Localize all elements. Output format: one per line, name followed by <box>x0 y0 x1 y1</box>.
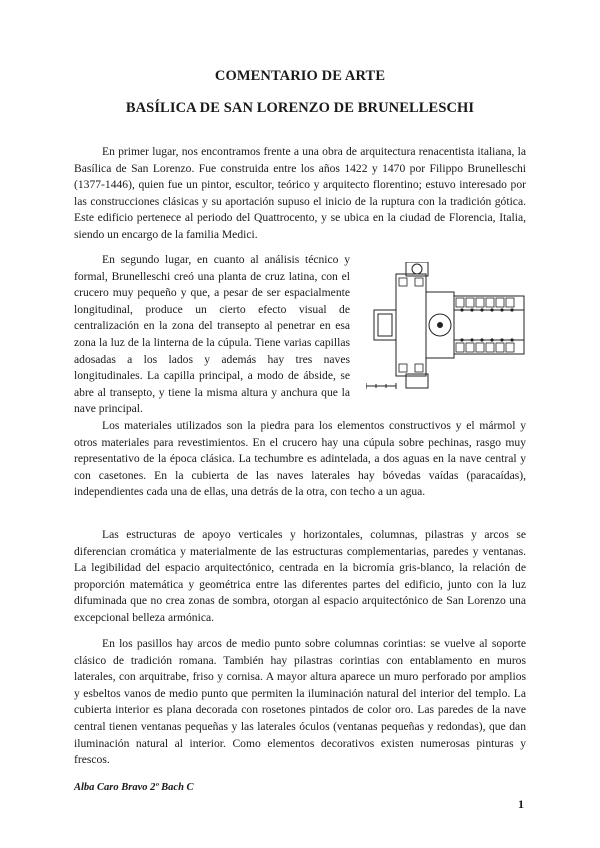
paragraph-text: En primer lugar, nos encontramos frente a una obra de arquitectura renacentista italiana, la Basílica de San Lorenzo. Fue construida entre los años 1422 y 1470 por Filippo Brunelleschi (1377-1446), quien fue un pintor, escultor, teórico y arquitecto florentino; estuvo interesado por las construcciones clásicas y su aportación supuso el inicio de la ruptura con la tradición gótica. Este edificio pertenece al periodo del Quattrocento, y se ubica en la ciudad de Florencia, Italia, siendo un encargo de la familia Medici. <box>74 145 526 241</box>
floor-plan-image <box>366 262 526 400</box>
paragraph-4 <box>74 527 526 627</box>
paragraph-text: Los materiales utilizados son la piedra para los elementos constructivos y el mármol y otros materiales para revestimientos. En el crucero hay una cúpula sobre pechinas, rasgo muy representativo de la época clásica. La techumbre es adintelada, a dos aguas en la nave central y con casetones. En la cubierta de las naves laterales hay bóvedas vaídas (paracaídas), independientes cada una de ellas, una detrás de la otra, con techo a un agua. <box>74 419 526 499</box>
paragraph-text: Las estructuras de apoyo verticales y horizontales, columnas, pilastras y arcos se diferencian cromática y materialmente de las estructuras complementarias, paredes y ventanas. La legibilidad del espacio arquitectónico, centrada en la bicromía gris-blanco, la relación de proporción matemática y geométrica entre las diferentes partes del edificio, junto con la luz difuminada que no crea zonas de sombra, otorgan al espacio arquitectónico de San Lorenzo una excepcional belleza armónica. <box>74 528 526 624</box>
paragraph-1 <box>74 144 526 244</box>
document-title: COMENTARIO DE ARTE <box>214 68 386 84</box>
document-subtitle: BASÍLICA DE SAN LORENZO DE BRUNELLESCHI <box>125 100 475 116</box>
author-footer: Alba Caro Bravo 2º Bach C <box>74 782 194 793</box>
paragraph-text: En segundo lugar, en cuanto al análisis técnico y formal, Brunelleschi creó una planta de cruz latina, con el crucero muy pequeño y que, a pesar de ser espacialmente longitudinal, produce un cierto efecto visual de centralización en la zona del transepto al penetrar en esa zona la luz de la linterna de la cúpula. Tiene varias capillas adosadas a los lados y además hay tres naves longitudinales. La capilla principal, a modo de ábside, se abre al transepto, y tiene la misma altura y anchura que la nave principal. <box>74 253 350 416</box>
paragraph-2 <box>74 252 350 418</box>
page-number: 1 <box>518 797 524 811</box>
paragraph-3 <box>74 418 526 501</box>
paragraph-5 <box>74 636 526 769</box>
paragraph-text: En los pasillos hay arcos de medio punto sobre columnas corintias: se vuelve al soporte clásico de tradición romana. También hay pilastras corintias con entablamento en muros laterales, con arquitrabe, friso y cornisa. A mayor altura aparece un muro perforado por amplios y esbeltos vanos de medio punto que permiten la iluminación natural del interior del templo. La cubierta interior es plana decorada con rosetones pintados de color oro. Las paredes de la nave central tienen ventanas pequeñas y las laterales óculos (ventanas pequeñas y redondas), que dan iluminación natural al interior. Como elementos decorativos existen numerosas pinturas y frescos. <box>74 637 526 767</box>
